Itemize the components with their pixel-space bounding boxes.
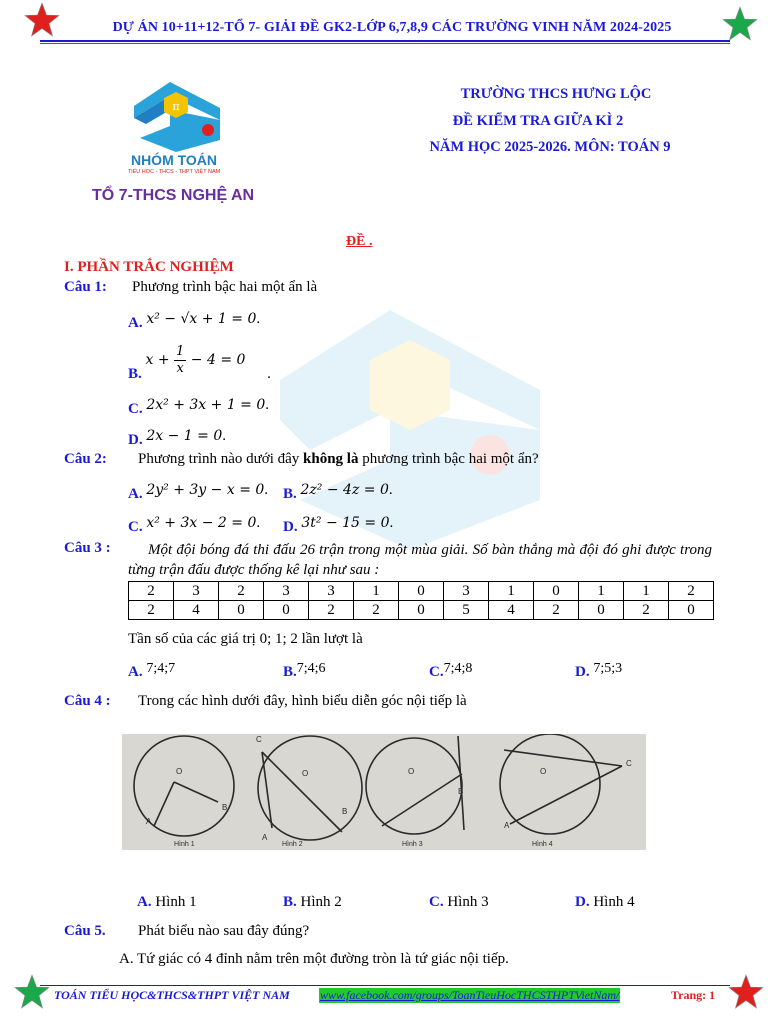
svg-text:O: O: [540, 767, 547, 776]
table-cell: 2: [309, 601, 354, 620]
option-tail: .: [388, 482, 393, 498]
q4-option-c[interactable]: [429, 894, 489, 911]
logo-tagline: TIỂU HỌC - THCS - THPT VIỆT NAM: [127, 169, 221, 175]
option-label: D.: [575, 894, 590, 910]
option-label: A.: [128, 486, 143, 502]
figure-caption-4: Hình 4: [532, 841, 553, 848]
green-star-icon: [14, 974, 50, 1010]
option-label: C.: [128, 401, 143, 417]
q3-label: Câu 3 :: [64, 540, 111, 556]
option-label: A.: [128, 664, 143, 680]
q2-text: [138, 451, 539, 468]
q3-option-b[interactable]: [283, 660, 326, 680]
geometry-figures: [122, 734, 646, 850]
table-cell: 1: [624, 582, 669, 601]
q2-text-bold: không là: [303, 451, 359, 467]
table-cell: 2: [129, 582, 174, 601]
nhom-toan-logo-icon: [120, 80, 228, 152]
logo-name: NHÓM TOÁN: [130, 152, 218, 168]
svg-text:O: O: [408, 767, 415, 776]
option-value: Hình 3: [447, 894, 489, 910]
q4-option-b[interactable]: [283, 894, 342, 911]
school-name: TRƯỜNG THCS HƯNG LỘC: [460, 86, 652, 102]
option-tail: .: [256, 515, 261, 531]
red-star-icon: [728, 974, 764, 1010]
q3-option-d[interactable]: [575, 660, 623, 680]
circle-figures-image: [122, 734, 646, 850]
option-label: B.: [283, 894, 297, 910]
footer-link[interactable]: www.facebook.com/groups/ToanTieuHocTHCSTHPTVietNam/: [320, 988, 620, 1002]
table-cell: 2: [219, 582, 264, 601]
header-divider-accent: [40, 43, 730, 44]
table-cell: 4: [174, 601, 219, 620]
fraction-denominator: x: [176, 361, 184, 376]
figure-caption-1: Hình 1: [174, 841, 195, 848]
option-tail: .: [267, 365, 271, 382]
table-cell: 2: [624, 601, 669, 620]
table-cell: 1: [579, 582, 624, 601]
option-math: 2y² + 3y − x = 0: [146, 482, 265, 498]
table-cell: 0: [579, 601, 624, 620]
exam-title: ĐỀ KIỂM TRA GIỮA KÌ 2: [452, 113, 624, 129]
group-name: TỔ 7-THCS NGHỆ AN: [92, 187, 255, 204]
option-label: A.: [137, 894, 152, 910]
table-cell: 3: [174, 582, 219, 601]
table-cell: 3: [444, 582, 489, 601]
header-title: DỰ ÁN 10+11+12-TỔ 7- GIẢI ĐỀ GK2-LỚP 6,7,8,9 CÁC TRƯỜNG VINH NĂM 2024-2025: [112, 20, 672, 35]
option-value: 7;5;3: [593, 661, 623, 676]
q4-option-d[interactable]: [575, 894, 635, 911]
svg-text:A: A: [262, 833, 268, 842]
fraction: [174, 344, 186, 377]
option-label: B.: [283, 486, 297, 502]
figure-caption-2: Hình 2: [282, 841, 303, 848]
svg-text:C: C: [626, 759, 632, 768]
q2-label: Câu 2:: [64, 451, 107, 467]
exam-year-subject: NĂM HỌC 2025-2026. MÔN: TOÁN 9: [429, 139, 671, 155]
option-label: C.: [429, 894, 444, 910]
q3-text: Một đội bóng đá thi đấu 26 trận trong một mùa giải. Số bàn thắng mà đội đó ghi được trong từng trận đấu được thống kê lại như sau :: [128, 542, 712, 578]
table-cell: 2: [534, 601, 579, 620]
option-value: Hình 4: [593, 894, 635, 910]
option-label: C.: [128, 519, 143, 535]
q2-text-pre: Phương trình nào dưới đây: [138, 451, 304, 467]
option-math: x² + 3x − 2 = 0: [146, 515, 257, 531]
fraction-numerator: 1: [176, 344, 185, 359]
q2-text-post: phương trình bậc hai một ẩn?: [358, 451, 539, 467]
q5-text: Phát biểu nào sau đây đúng?: [138, 923, 310, 939]
red-star-icon: [24, 2, 60, 38]
table-cell: 0: [219, 601, 264, 620]
option-label: D.: [575, 664, 590, 680]
q5-label: Câu 5.: [64, 923, 106, 939]
table-cell: 2: [354, 601, 399, 620]
q1-option-d[interactable]: [128, 428, 226, 448]
option-label: B.: [128, 365, 142, 382]
option-tail: .: [256, 311, 261, 327]
q1-text: Phương trình bậc hai một ẩn là: [132, 279, 318, 295]
q1-option-a[interactable]: [128, 311, 261, 331]
q3-option-c[interactable]: [429, 660, 473, 680]
green-star-icon: [722, 6, 758, 42]
exam-label: ĐỀ .: [346, 234, 373, 249]
table-cell: 2: [129, 601, 174, 620]
q2-option-c[interactable]: [128, 515, 261, 535]
table-row: [129, 601, 714, 620]
option-math: 2z² − 4z = 0: [300, 482, 389, 498]
option-label: A.: [128, 315, 143, 331]
option-value: Hình 1: [155, 894, 197, 910]
goals-table: [128, 581, 714, 620]
table-cell: 1: [354, 582, 399, 601]
q3-question: Tần số của các giá trị 0; 1; 2 lần lượt là: [128, 631, 363, 647]
q2-option-a[interactable]: [128, 482, 269, 502]
option-math-post: − 4 = 0: [186, 351, 246, 368]
table-cell: 2: [669, 582, 714, 601]
option-tail: .: [264, 482, 269, 498]
table-cell: 3: [309, 582, 354, 601]
figure-caption-3: Hình 3: [402, 841, 423, 848]
svg-text:O: O: [302, 769, 309, 778]
q1-option-c[interactable]: [128, 397, 270, 417]
svg-text:A: A: [146, 817, 152, 826]
table-cell: 0: [399, 582, 444, 601]
option-label: D.: [128, 432, 143, 448]
q1-label: Câu 1:: [64, 279, 107, 295]
svg-text:B: B: [342, 807, 348, 816]
q4-text: Trong các hình dưới đây, hình biểu diễn góc nội tiếp là: [138, 693, 467, 709]
table-cell: 0: [399, 601, 444, 620]
svg-text:B: B: [222, 803, 228, 812]
q1-option-b[interactable]: [128, 344, 271, 382]
option-math-pre: x +: [145, 351, 175, 368]
section-title: I. PHẦN TRẮC NGHIỆM: [64, 259, 234, 275]
q4-option-a[interactable]: [137, 894, 197, 911]
option-label: C.: [429, 664, 444, 680]
table-cell: 1: [489, 582, 534, 601]
option-math: 2x − 1 = 0: [146, 428, 223, 444]
svg-text:B: B: [458, 787, 464, 796]
svg-text:A: A: [504, 821, 510, 830]
option-label: D.: [283, 519, 298, 535]
page-number: Trang: 1: [671, 988, 716, 1002]
svg-text:O: O: [176, 767, 183, 776]
table-cell: 4: [489, 601, 534, 620]
option-math: 2x² + 3x + 1 = 0: [146, 397, 266, 413]
option-tail: .: [389, 515, 394, 531]
option-value: Hình 2: [300, 894, 342, 910]
option-value: 7;4;6: [296, 661, 326, 676]
option-math: x² − √x + 1 = 0: [146, 311, 257, 327]
table-row: [129, 582, 714, 601]
option-tail: .: [265, 397, 270, 413]
table-cell: 0: [534, 582, 579, 601]
svg-text:C: C: [256, 735, 262, 744]
table-cell: 5: [444, 601, 489, 620]
option-label: B.: [283, 664, 297, 680]
q2-option-b[interactable]: [283, 482, 393, 502]
svg-text:π: π: [172, 100, 180, 113]
option-value: 7;4;7: [146, 661, 176, 676]
q3-option-a[interactable]: [128, 660, 176, 680]
footer-left: TOÁN TIỂU HỌC&THCS&THPT VIỆT NAM: [54, 988, 290, 1002]
q5-option-a[interactable]: A. Tứ giác có 4 đỉnh nằm trên một đường tròn là tứ giác nội tiếp.: [119, 951, 509, 967]
table-cell: 0: [669, 601, 714, 620]
header-divider: [40, 40, 730, 42]
footer-divider: [40, 985, 730, 986]
option-math: 3t² − 15 = 0: [301, 515, 390, 531]
q2-option-d[interactable]: [283, 515, 394, 535]
q4-label: Câu 4 :: [64, 693, 111, 709]
table-cell: 0: [264, 601, 309, 620]
option-value: 7;4;8: [443, 661, 473, 676]
table-cell: 3: [264, 582, 309, 601]
option-tail: .: [222, 428, 226, 444]
